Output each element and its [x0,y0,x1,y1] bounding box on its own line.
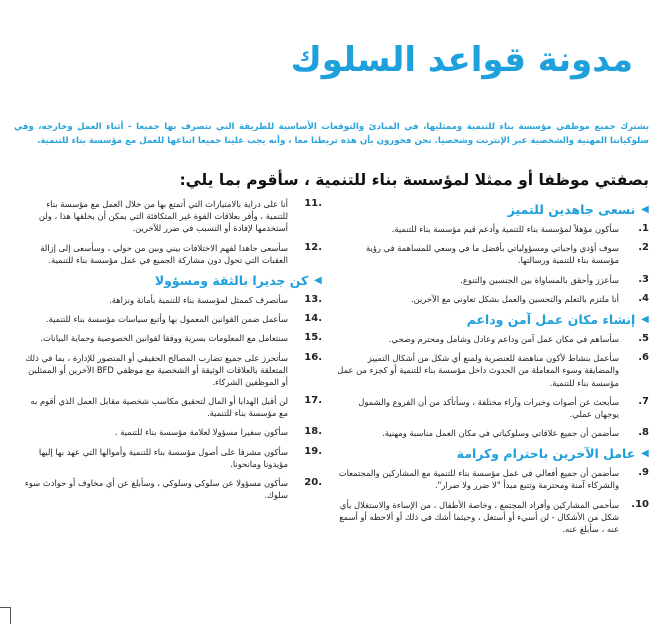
list-item [22,395,322,419]
section-heading [337,446,649,461]
item-number: .5 [638,332,649,344]
item-number: .4 [638,292,649,304]
item-number: .1 [638,223,649,234]
item-text: سأتصرف كممثل لمؤسسة بناء للتنمية بأمانة ونزاهة. [109,294,288,305]
section-heading [337,312,649,327]
section-heading-text: عامل الآخرين باحترام وكرامة [456,446,636,462]
list-item [337,223,649,235]
item-number: 19. [304,445,322,457]
item-number: .10 [631,498,649,510]
list-item [337,499,649,536]
item-number: 20. [304,477,322,488]
list-item [337,352,649,389]
list-item [337,427,649,439]
item-number: 18. [304,426,322,438]
item-text: سأكون مسؤولا عن سلوكي وسلوكي ، وسأبلغ عن أي مخاوف أو حوادث سوء سلوك. [24,478,288,501]
item-text: سأضمن أن جميع أفعالي في عمل مؤسسة بناء للتنمية مع المشاركين والمجتمعات والشركاء آمنة ومحترمة وتتبع مبدأ "لا ضرر ولا ضرار". [338,468,619,491]
list-item [22,313,322,325]
list-item [22,352,322,389]
section-heading-text: نسعى جاهدين للتميز [507,202,636,217]
list-item [22,477,322,501]
item-text: أنا على دراية بالامتيازات التي أتمتع بها من خلال العمل مع مؤسسة بناء للتنمية ، وأقر بعلاقات القوة غير المتكافئة التي يمكن أن يخلقها هذا ، ولن أستخدمها لإفادة أو التسبب في ضرر للآخرين. [38,199,288,234]
page-title: مدونة قواعد السلوك [290,40,633,80]
item-text: سأعمل بنشاط لأكون مناهضة للعنصرية ولمنع أي شكل من أشكال التمييز والمضايقة وسوء المعاملة من الحدوث داخل مؤسسة بناء للتنمية أو كجزء من عمل مؤسسة بناء للتنمية. [337,353,619,388]
left-column [22,198,322,508]
section-heading-text: كن جديرا بالثقة ومسؤولا [154,272,309,288]
item-text: سأكون سفيرا مسؤولا لعلامة مؤسسة بناء للتنمية . [114,427,288,438]
item-text: سأعزز وأحقق بالمساواة بين الجنسين والتنوع. [460,274,619,285]
triangle-arrow-icon: ▶ [641,313,649,325]
item-number: 13. [304,293,322,305]
list-item [22,198,322,235]
item-number: .2 [638,242,649,254]
item-number: 14. [304,313,322,325]
list-item [337,467,649,491]
item-number: 11. [304,198,322,209]
triangle-arrow-icon: ▶ [641,448,649,460]
item-number: .6 [638,352,649,364]
list-item [337,293,649,305]
list-item [22,332,322,344]
list-item [22,426,322,438]
section-heading [22,273,322,288]
item-number: 15. [304,332,322,344]
main-heading: بصفتي موظفا أو ممثلا لمؤسسة بناء للتنمية ، سأقوم بما يلي: [179,171,649,189]
item-text: أنا ملتزم بالتعلم والتحسين والعمل بشكل تعاوني مع الآخرين. [410,293,619,304]
item-number: .7 [638,395,649,407]
list-item [22,446,322,470]
item-text: سوف أؤدي واجباتي ومسؤولياتي بأفضل ما في وسعي للمساهمة في رؤية مؤسسة بناء للتنمية ورسالتها. [366,243,619,266]
list-item [337,333,649,345]
list-item [22,294,322,306]
item-text: سأبحث عن أصوات وخبرات وآراء مختلفة ، وسأتأكد من أن الفروع والشمول يوجهان عملي. [358,396,619,419]
item-number: 12. [304,241,322,253]
item-text: سأكون مشرفا على أصول مؤسسة بناء للتنمية وأموالها التي عهد بها إليها مؤيدونا ومانحونا. [38,446,288,469]
list-item [22,242,322,266]
item-text: سأضمن أن جميع علاقاتي وسلوكياتي في مكان العمل مناسبة ومهنية. [382,428,619,439]
item-number: .8 [638,427,649,439]
list-item [337,274,649,286]
item-text: لن أقبل الهدايا أو المال لتحقيق مكاسب شخصية مقابل العمل الذي أقوم به مع مؤسسة بناء للتنمية. [30,396,288,419]
list-item [337,396,649,420]
triangle-arrow-icon: ▶ [314,274,322,286]
item-number: .9 [638,467,649,479]
list-item [337,242,649,266]
item-text: سأساهم في مكان عمل آمن وداعم وعادل وشامل ومحترم وصحي. [388,333,619,344]
corner-crop-mark [0,607,11,624]
triangle-arrow-icon: ▶ [641,204,649,215]
item-number: .3 [638,273,649,285]
section-heading [337,202,649,217]
item-text: سأتحرز على جميع تضارب المصالح الحقيقي أو المتصور للإدارة ، بما في ذلك المتعلقة بالعلاقات الوثيقة أو الشخصية مع موظفي BFD الآخرين أو الممثلين أو الموظفين الشركاء. [25,352,288,387]
intro-paragraph: يشترك جميع موظفي مؤسسة بناء للتنمية وممثليها، في المبادئ والتوقعات الأساسية للطريقة التي نتصرف بها جميعا - أثناء العمل وخارجه، وفي سلوكياتنا المهنية والشخصية عبر الإنترنت وشخصيا. نحن فخورون بأن هذه تربطنا معا ، وأنه يجب علينا جميعا اتباعها للعمل مع مؤسسة بناء للتنمية. [14,122,649,146]
item-number: 17. [304,395,322,407]
item-text: سأعمل ضمن القوانين المعمول بها وأتبع سياسات مؤسسة بناء للتنمية. [45,314,288,325]
item-number: 16. [304,351,322,363]
item-text: سأكون مؤهلاً لمؤسسة بناء للتنمية وأدعم قيم مؤسسة بناء للتنمية. [391,224,619,234]
item-text: سأسعى جاهدا لفهم الاختلافات بيني وبين من حولي ، وسأسعى إلى إزالة العقبات التي تحول دون مشاركة الجميع في عمل مؤسسة بناء للتنمية. [40,242,288,265]
section-heading-text: إنشاء مكان عمل آمن وداعم [466,311,636,327]
item-text: سنتعامل مع المعلومات بسرية ووفقا لقوانين الخصوصية وحماية البيانات. [40,333,288,344]
item-text: سأحمي المشاركين وأفراد المجتمع ، وخاصة الأطفال ، من الإساءة والاستغلال بأي شكل من الأشكال - لن أسيء أو أستغل ، وحيثما أشك في ذلك أو ألاحظه أو أسمع عنه ، سأبلغ عنه. [339,499,619,534]
right-column [337,198,649,542]
